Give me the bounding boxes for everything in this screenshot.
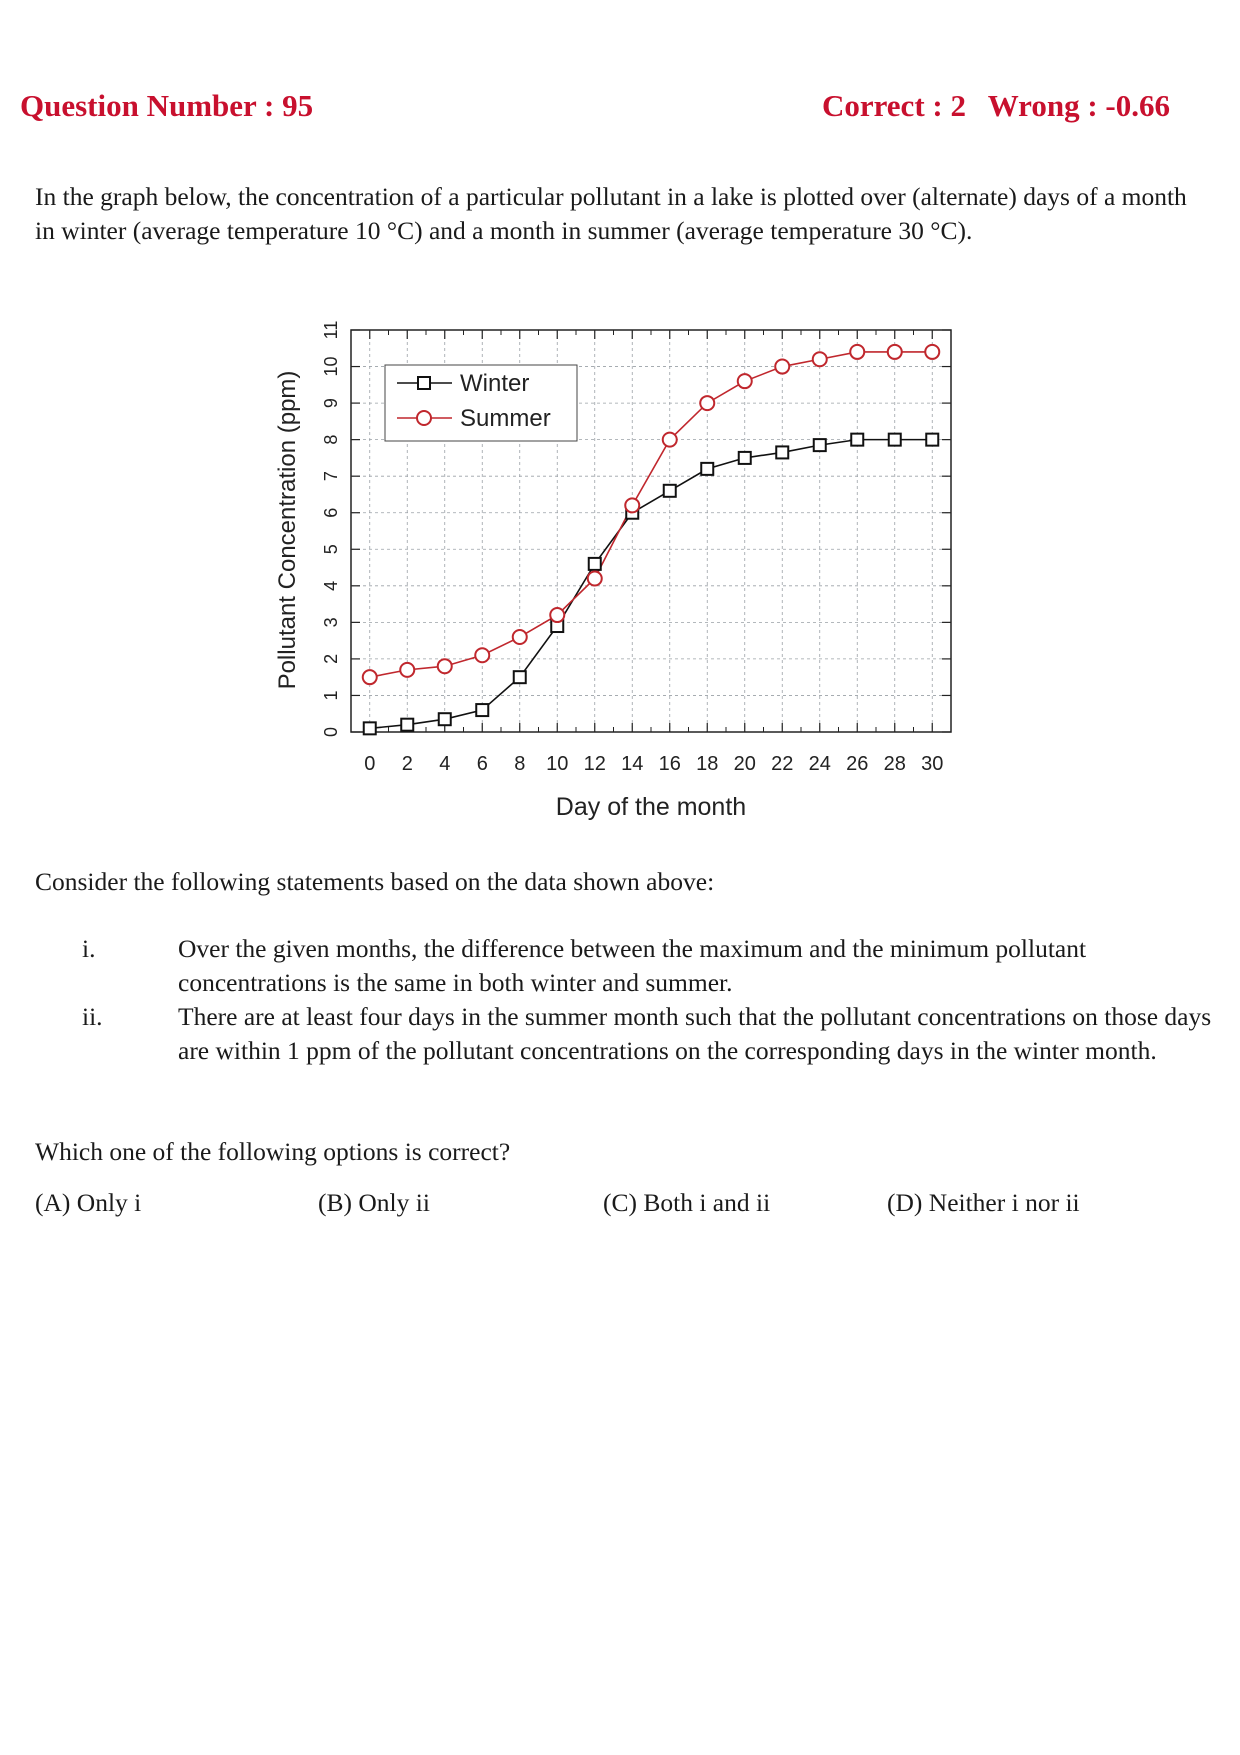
summer-point (775, 360, 789, 374)
summer-point (888, 345, 902, 359)
option-a[interactable]: (A) Only i (35, 1188, 142, 1217)
y-tick-label: 8 (321, 434, 341, 445)
winter-point (401, 719, 413, 731)
summer-point (400, 663, 414, 677)
x-tick-label: 12 (583, 753, 606, 775)
options-prompt: Which one of the following options is correct? (35, 1137, 511, 1166)
statement-text: There are at least four days in the summer month such that the pollutant concentrations on those days are within 1 ppm of the pollutant concentrations on the corresponding days in the winter month. (178, 1002, 1212, 1065)
y-tick-label: 2 (321, 653, 341, 664)
x-tick-label: 10 (546, 753, 569, 775)
x-tick-label: 18 (696, 753, 719, 775)
y-tick-labels (321, 321, 341, 737)
summer-point (663, 433, 677, 447)
winter-point (364, 722, 376, 734)
y-tick-label: 1 (321, 690, 341, 701)
winter-point (701, 463, 713, 475)
summer-point (588, 572, 602, 586)
winter-point (851, 434, 863, 446)
statement-number: ii. (82, 1002, 103, 1031)
x-tick-label: 26 (846, 753, 869, 775)
winter-point (739, 452, 751, 464)
y-tick-label: 10 (321, 356, 341, 377)
summer-point (813, 352, 827, 366)
x-tick-label: 14 (621, 753, 644, 775)
winter-point (664, 485, 676, 497)
y-tick-label: 0 (321, 726, 341, 738)
question-intro: In the graph below, the concentration of a particular pollutant in a lake is plotted over (alternate) days of a month in winter (average temperature 10 °C) and a month in summer (average temperature 30 °C). (35, 182, 1187, 245)
x-axis-label: Day of the month (555, 793, 747, 821)
legend (385, 365, 577, 441)
summer-point (475, 648, 489, 662)
x-tick-label: 2 (401, 753, 413, 775)
winter-point (926, 434, 938, 446)
statement-number: i. (82, 934, 96, 963)
y-tick-label: 11 (321, 320, 341, 340)
x-tick-label: 22 (771, 753, 794, 775)
legend-label: Winter (460, 370, 530, 397)
x-tick-label: 28 (883, 753, 906, 775)
option-b[interactable]: (B) Only ii (318, 1188, 430, 1217)
x-tick-label: 30 (921, 753, 944, 775)
x-tick-label: 8 (514, 753, 526, 775)
statement-text: Over the given months, the difference between the maximum and the minimum pollutant concentrations is the same in both winter and summer. (178, 934, 1087, 997)
y-axis-label: Pollutant Concentration (ppm) (274, 370, 301, 690)
y-tick-label: 3 (321, 617, 341, 628)
summer-point (438, 659, 452, 673)
legend-label: Summer (460, 405, 551, 432)
summer-point (625, 498, 639, 512)
winter-point (814, 439, 826, 451)
winter-point (514, 671, 526, 683)
marking-scheme (808, 88, 1170, 124)
legend-marker (418, 377, 430, 389)
summer-point (738, 374, 752, 388)
summer-point (700, 396, 714, 410)
legend-marker (417, 411, 431, 425)
consider-text: Consider the following statements based on the data shown above: (35, 867, 715, 896)
winter-point (439, 713, 451, 725)
x-tick-label: 4 (439, 753, 451, 775)
option-c[interactable]: (C) Both i and ii (603, 1188, 771, 1217)
question-number: Question Number : 95 (20, 88, 314, 123)
winter-point (589, 558, 601, 570)
x-tick-label: 6 (476, 753, 488, 775)
pollutant-chart (260, 320, 960, 830)
x-tick-labels (364, 753, 943, 775)
y-tick-label: 9 (321, 398, 341, 409)
summer-point (363, 670, 377, 684)
summer-point (513, 630, 527, 644)
summer-point (550, 608, 564, 622)
y-tick-label: 5 (321, 544, 341, 555)
y-tick-label: 4 (321, 580, 341, 591)
x-tick-label: 0 (364, 753, 376, 775)
x-tick-label: 24 (808, 753, 831, 775)
y-tick-label: 6 (321, 507, 341, 518)
x-tick-label: 20 (733, 753, 756, 775)
correct-marks: Correct : 2 (821, 88, 966, 123)
winter-point (889, 434, 901, 446)
y-tick-label: 7 (321, 471, 341, 482)
x-tick-label: 16 (658, 753, 681, 775)
option-d[interactable]: (D) Neither i nor ii (887, 1188, 1080, 1217)
wrong-marks: Wrong : -0.66 (987, 88, 1170, 123)
winter-point (776, 446, 788, 458)
winter-point (476, 704, 488, 716)
summer-point (925, 345, 939, 359)
summer-point (850, 345, 864, 359)
